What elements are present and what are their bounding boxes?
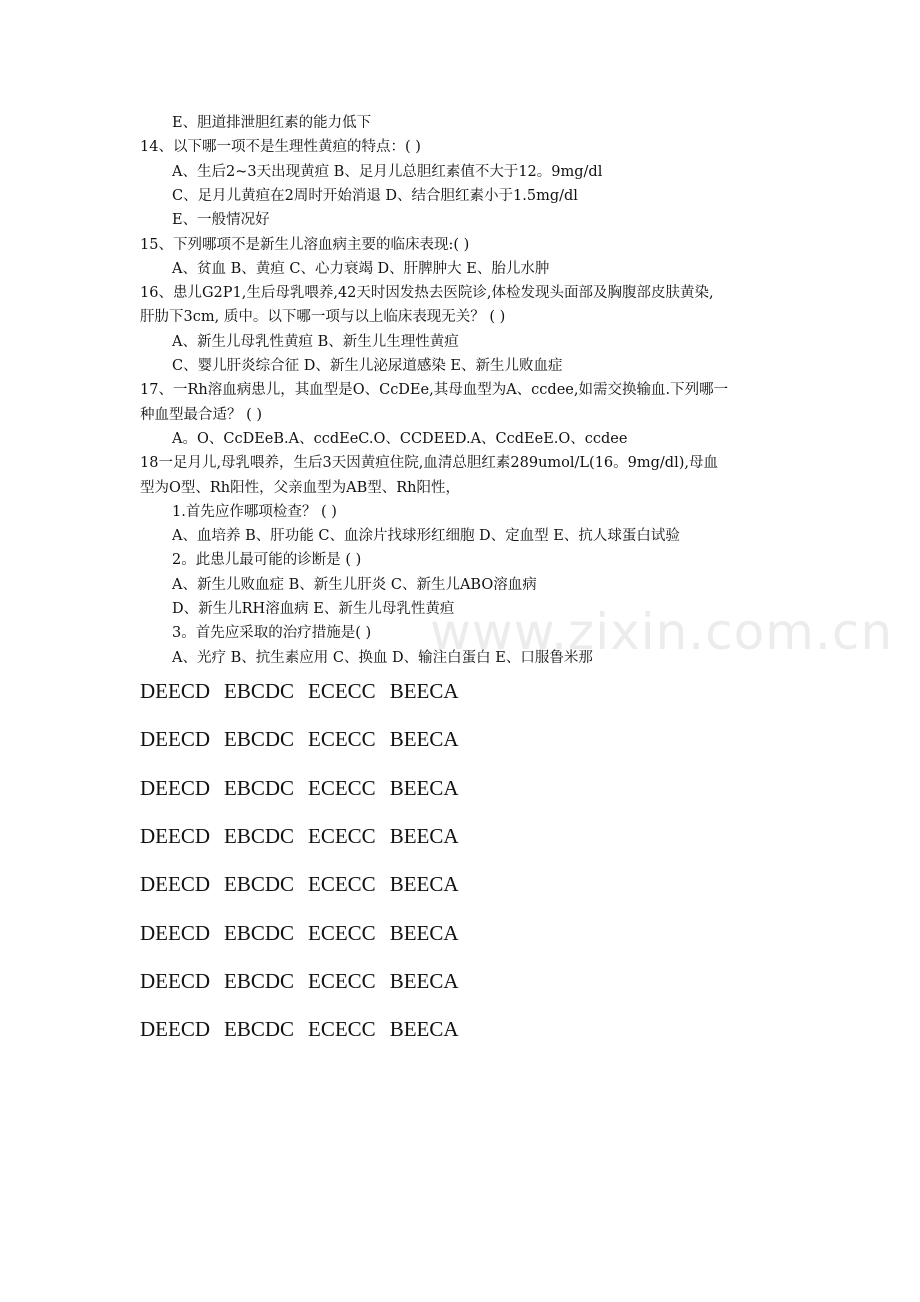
watermark: www.zixin.com.cn <box>430 603 894 661</box>
text-line: 2。此患儿最可能的诊断是 ( ) <box>172 552 362 569</box>
answer-group: ECECC <box>308 823 376 848</box>
answer-group: BEECA <box>389 823 459 848</box>
answer-group: BEECA <box>389 920 459 945</box>
answer-group: ECECC <box>308 872 376 897</box>
answer-group: BEECA <box>389 1017 459 1042</box>
text-line: 18一足月儿,母乳喂养，生后3天因黄疸住院,血清总胆红素289umol/L(16。9mg/dl),母血 <box>140 455 718 472</box>
answer-group: ECECC <box>308 679 376 703</box>
answer-group: BEECA <box>389 679 459 703</box>
answer-key-line <box>140 726 473 752</box>
answer-key-line <box>140 775 473 801</box>
answer-group: EBCDC <box>224 1017 295 1042</box>
answer-key-line <box>140 920 473 946</box>
text-line: 1.首先应作哪项检查？ ( ) <box>172 503 337 520</box>
answer-group: DEECD <box>140 679 210 703</box>
text-line: A、光疗 B、抗生素应用 C、换血 D、输注白蛋白 E、口服鲁米那 <box>172 649 593 666</box>
answer-group: EBCDC <box>224 727 295 752</box>
text-line: A、生后2~3天出现黄疸 B、足月儿总胆红素值不大于12。9mg/dl <box>172 163 603 180</box>
answer-group: BEECA <box>389 727 459 752</box>
text-line: E、胆道排泄胆红素的能力低下 <box>172 115 372 131</box>
answer-group: DEECD <box>140 775 210 800</box>
text-line: 17、一Rh溶血病患儿，其血型是O、CcDEe,其母血型为A、ccdee,如需交换输血.下列哪一 <box>140 382 729 399</box>
answer-group: ECECC <box>308 920 376 945</box>
text-line: D、新生儿RH溶血病 E、新生儿母乳性黄疸 <box>172 601 455 617</box>
answer-key-line <box>140 823 473 849</box>
text-line: A、新生儿母乳性黄疸 B、新生儿生理性黄疸 <box>172 333 459 350</box>
answer-group: DEECD <box>140 920 210 945</box>
answer-group: EBCDC <box>224 920 295 945</box>
answer-group: ECECC <box>308 727 376 752</box>
text-line: A、新生儿败血症 B、新生儿肝炎 C、新生儿ABO溶血病 <box>172 576 537 593</box>
answer-group: DEECD <box>140 727 210 752</box>
text-line: 3。首先应采取的治疗措施是( ) <box>172 625 372 642</box>
text-line: 肝肋下3cm, 质中。以下哪一项与以上临床表现无关？ ( ) <box>140 309 506 326</box>
text-line: C、足月儿黄疸在2周时开始消退 D、结合胆红素小于1.5mg/dl <box>172 187 578 204</box>
text-line: E、一般情况好 <box>172 212 270 229</box>
answer-key-line <box>140 968 473 994</box>
answer-group: DEECD <box>140 968 210 993</box>
text-line: A、血培养 B、肝功能 C、血涂片找球形红细胞 D、定血型 E、抗人球蛋白试验 <box>172 528 680 545</box>
answer-group: ECECC <box>308 1017 376 1042</box>
answer-group: BEECA <box>389 872 459 897</box>
text-line: 16、患儿G2P1,生后母乳喂养,42天时因发热去医院诊,体检发现头面部及胸腹部皮肤黄染, <box>140 285 714 302</box>
answer-group: EBCDC <box>224 679 295 703</box>
answer-group: BEECA <box>389 968 459 993</box>
answer-group: ECECC <box>308 968 376 993</box>
answer-key-line <box>140 678 473 704</box>
text-line: A、贫血 B、黄疸 C、心力衰竭 D、肝脾肿大 E、胎儿水肿 <box>172 260 550 277</box>
text-line: 15、下列哪项不是新生儿溶血病主要的临床表现:( ) <box>140 236 470 253</box>
answer-group: EBCDC <box>224 968 295 993</box>
text-line: C、婴儿肝炎综合征 D、新生儿泌尿道感染 E、新生儿败血症 <box>172 358 563 374</box>
text-line: 种血型最合适？ ( ) <box>140 406 263 423</box>
answer-group: DEECD <box>140 872 210 897</box>
answer-group: EBCDC <box>224 823 295 848</box>
text-line: 14、以下哪一项不是生理性黄疸的特点：( ) <box>140 139 421 156</box>
answer-group: EBCDC <box>224 775 295 800</box>
answer-group: EBCDC <box>224 872 295 897</box>
answer-group: ECECC <box>308 775 376 800</box>
answer-group: DEECD <box>140 1017 210 1042</box>
answer-key-line <box>140 871 473 897</box>
text-line: 型为O型、Rh阳性，父亲血型为AB型、Rh阳性， <box>140 479 461 496</box>
answer-group: BEECA <box>389 775 459 800</box>
text-line: A。O、CcDEeB.A、ccdEeC.O、CCDEED.A、CcdEeE.O、ccdee <box>172 430 628 447</box>
answer-group: DEECD <box>140 823 210 848</box>
answer-key-line <box>140 1016 473 1042</box>
